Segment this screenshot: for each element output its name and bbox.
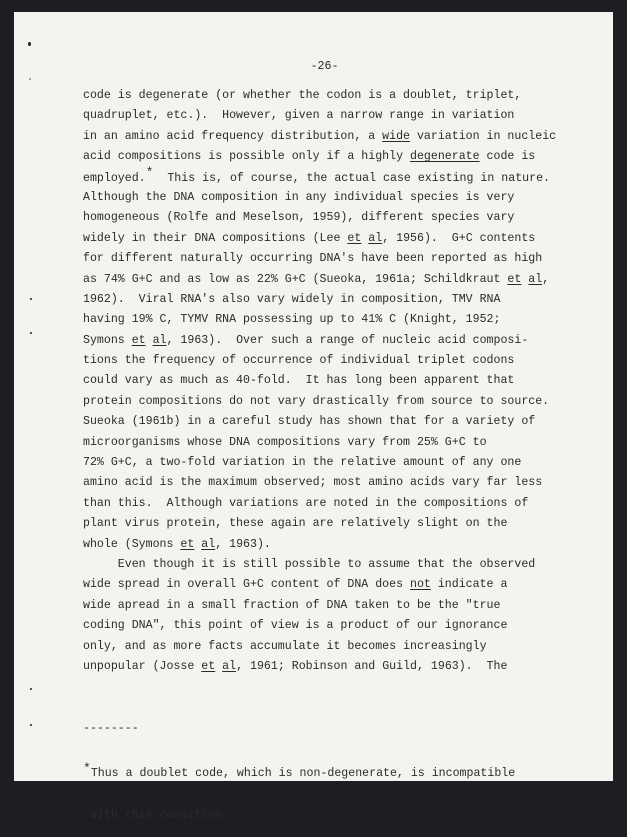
text-segment: having 19% C, TYMV RNA possessing up to 41% C (Knight, 1952;: [83, 313, 501, 327]
text-segment: employed.: [83, 171, 146, 185]
punch-mark: [30, 298, 32, 300]
footnote-text: Thus a doublet code, which is non-degenerate, is incompatible: [90, 767, 516, 780]
footnote-marker: *: [83, 761, 91, 776]
text-segment: unpopular (Josse: [83, 659, 202, 673]
body-text: [83, 86, 556, 677]
punch-mark: [30, 724, 32, 726]
text-line: [83, 412, 556, 432]
text-segment: tions the frequency of occurrence of individual triplet codons: [83, 354, 515, 368]
text-line: [83, 453, 556, 473]
text-segment: , 1956). G+C contents: [382, 231, 536, 245]
text-segment: for different naturally occurring DNA's have been reported as high: [83, 252, 543, 266]
text-segment: code is degenerate (or whether the codon is a doublet, triplet,: [83, 89, 522, 102]
text-segment: acid compositions is possible only if a highly: [83, 150, 410, 164]
text-line: [83, 616, 556, 636]
text-line: [83, 164, 556, 188]
text-line: [83, 127, 556, 147]
footnote: [83, 694, 515, 837]
text-segment: wide apread in a small fraction of DNA taken to be the "true: [83, 598, 501, 612]
text-line: [83, 270, 556, 290]
text-segment: homogeneous (Rolfe and Meselson, 1959), different species vary: [83, 211, 515, 225]
underlined-text: al: [222, 659, 237, 673]
text-segment: 72% G+C, a two-fold variation in the relative amount of any one: [83, 456, 522, 470]
text-segment: variation in nucleic: [410, 129, 557, 143]
text-segment: wide spread in overall G+C content of DNA does: [83, 578, 410, 592]
text-line: [83, 494, 556, 514]
text-segment: Although the DNA composition in any individual species is very: [83, 190, 515, 204]
text-segment: Even though it is still possible to assume that the observed: [83, 557, 536, 571]
text-line: [83, 371, 556, 391]
text-line: [83, 331, 556, 351]
text-segment: widely in their DNA compositions (Lee: [83, 231, 348, 245]
footnote-separator: --------: [83, 722, 139, 735]
underlined-text: wide: [382, 129, 411, 143]
underlined-text: et: [201, 659, 216, 673]
text-segment: could vary as much as 40-fold. It has long been apparent that: [83, 374, 515, 388]
footnote-text: with this condition.: [83, 809, 230, 822]
text-line: [83, 514, 556, 534]
text-segment: plant virus protein, these again are relatively slight on the: [83, 517, 508, 531]
punch-mark: [30, 332, 32, 334]
text-line: [83, 290, 556, 310]
underlined-text: degenerate: [410, 150, 480, 164]
punch-mark: [30, 688, 32, 690]
text-segment: coding DNA", this point of view is a product of our ignorance: [83, 619, 508, 633]
text-line: [83, 147, 556, 167]
text-line: [83, 433, 556, 453]
text-segment: in an amino acid frequency distribution, a: [83, 129, 383, 143]
underlined-text: al: [152, 333, 167, 347]
text-segment: Sueoka (1961b) in a careful study has shown that for a variety of: [83, 415, 536, 429]
underlined-text: al: [368, 231, 383, 245]
text-segment: , 1961; Robinson and Guild, 1963). The: [236, 659, 508, 673]
text-segment: 1962). Viral RNA's also vary widely in composition, TMV RNA: [83, 292, 501, 306]
underlined-text: al: [201, 537, 216, 551]
text-segment: code is: [479, 150, 536, 164]
text-line: [83, 392, 556, 412]
text-segment: microorganisms whose DNA compositions vary from 25% G+C to: [83, 435, 487, 449]
text-line: [83, 351, 556, 371]
text-segment: ,: [542, 272, 550, 286]
text-segment: whole (Symons: [83, 537, 181, 551]
text-line: [83, 188, 556, 208]
text-line: [83, 310, 556, 330]
text-segment: Symons: [83, 333, 132, 347]
text-line: [83, 637, 556, 657]
text-segment: [146, 334, 153, 347]
underlined-text: et: [507, 272, 522, 286]
text-line: [83, 575, 556, 595]
text-segment: only, and as more facts accumulate it becomes increasingly: [83, 639, 487, 653]
text-segment: This is, of course, the actual case existing in nature.: [153, 171, 551, 185]
text-line: [83, 249, 556, 269]
text-segment: quadruplet, etc.). However, given a narrow range in variation: [83, 109, 515, 123]
underlined-text: al: [528, 272, 543, 286]
footnote-reference: *: [145, 164, 154, 180]
text-segment: protein compositions do not vary drastically from source to source.: [83, 394, 550, 408]
text-line: [83, 229, 556, 249]
text-line: [83, 106, 556, 126]
text-segment: as 74% G+C and as low as 22% G+C (Sueoka, 1961a; Schildkraut: [83, 272, 508, 286]
text-line: [83, 208, 556, 228]
underlined-text: et: [131, 333, 146, 347]
text-line: [83, 596, 556, 616]
text-line: [83, 86, 556, 106]
page-number: -26-: [310, 60, 339, 73]
text-segment: amino acid is the maximum observed; most amino acids vary far less: [83, 476, 543, 490]
underlined-text: not: [410, 578, 431, 592]
underlined-text: et: [180, 537, 195, 551]
text-line: [83, 535, 556, 555]
punch-mark: [29, 78, 31, 80]
text-segment: indicate a: [430, 578, 508, 592]
text-line: [83, 657, 556, 677]
punch-mark: [28, 42, 31, 46]
text-segment: than this. Although variations are noted in the compositions of: [83, 496, 529, 510]
underlined-text: et: [347, 231, 362, 245]
text-line: [83, 555, 556, 575]
text-line: [83, 473, 556, 493]
text-segment: , 1963).: [215, 537, 271, 551]
text-segment: , 1963). Over such a range of nucleic acid composi-: [166, 333, 529, 347]
